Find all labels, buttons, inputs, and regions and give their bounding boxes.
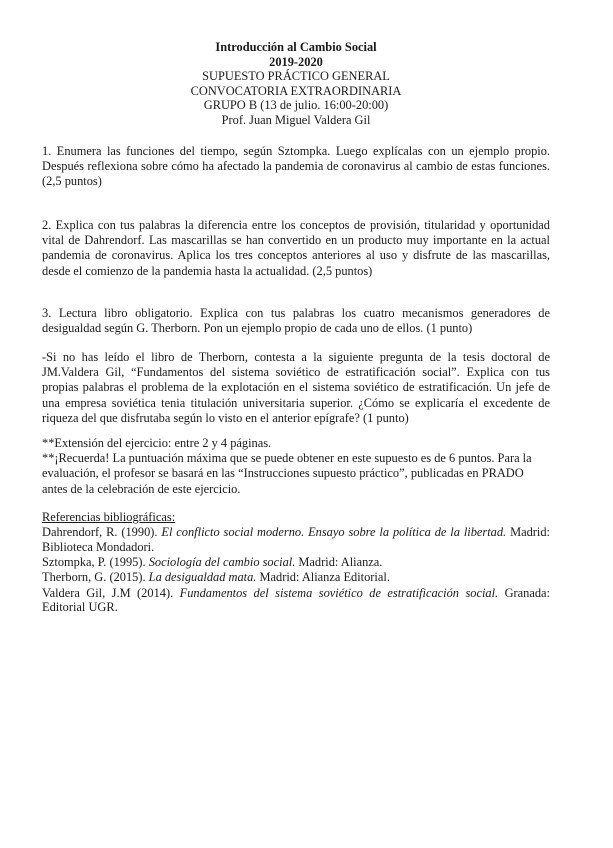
reference-item: Dahrendorf, R. (1990). El conflicto social moderno. Ensayo sobre la política de la libertad. Madrid: Biblioteca Mondadori.	[42, 525, 550, 554]
question-2: 2. Explica con tus palabras la diferencia entre los conceptos de provisión, titularidad y oportunidad vital de Dahrendorf. Las mascarillas se han convertido en un producto muy importante en la actual pandemia de coronavirus. Aplica los tres conceptos anteriores al uso y disfrute de las mascarillas, desde el comienzo de la pandemia hasta la actualidad. (2,5 puntos)	[42, 218, 550, 278]
exam-type: SUPUESTO PRÁCTICO GENERAL	[202, 69, 390, 84]
question-3-alternative: -Si no has leído el libro de Therborn, contesta a la siguiente pregunta de la tesis doctoral de JM.Valdera Gil, “Fundamentos del sistema soviético de estratificación social”. Explica con tus propias palabras el problema de la explotación en el sistema soviético de estratificación. Un jefe de una empresa soviética tenia titulación universitaria superior. ¿Cómo se explicaría el excedente de riqueza del que disfrutaba según lo visto en el anterior epígrafe? (1 punto)	[42, 350, 550, 425]
document-page	[42, 40, 550, 615]
course-title: Introducción al Cambio Social	[215, 40, 377, 54]
reference-item: Therborn, G. (2015). La desigualdad mata. Madrid: Alianza Editorial.	[42, 570, 390, 585]
note-reminder: **¡Recuerda! La puntuación máxima que se puede obtener en este supuesto es de 6 puntos. Para la evaluación, el profesor se basará en las “Instrucciones supuesto práctico”, publicadas en PRADO antes de la celebración de este ejercicio.	[42, 451, 532, 496]
references-title: Referencias bibliográficas:	[42, 510, 176, 524]
exam-call: CONVOCATORIA EXTRAORDINARIA	[190, 83, 402, 98]
exam-group-date: GRUPO B (13 de julio. 16:00-20:00)	[203, 98, 389, 113]
references-section	[42, 510, 550, 615]
academic-year: 2019-2020	[269, 54, 323, 69]
note-extension: **Extensión del ejercicio: entre 2 y 4 páginas.	[42, 436, 272, 450]
question-1: 1. Enumera las funciones del tiempo, según Sztompka. Luego explícalas con un ejemplo propio. Después reflexiona sobre cómo ha afectado la pandemia de coronavirus al cambio de estas funciones. (2,5 puntos)	[42, 144, 550, 189]
question-3: 3. Lectura libro obligatorio. Explica con tus palabras los cuatro mecanismos generadores de desigualdad según G. Therborn. Pon un ejemplo propio de cada uno de ellos. (1 punto)	[42, 306, 550, 336]
document-header	[42, 40, 550, 128]
reference-item: Sztompka, P. (1995). Sociología del cambio social. Madrid: Alianza.	[42, 555, 383, 570]
professor-name: Prof. Juan Miguel Valdera Gil	[221, 112, 371, 127]
exam-notes	[42, 436, 550, 497]
reference-item: Valdera Gil, J.M (2014). Fundamentos del sistema soviético de estratificación social. Granada: Editorial UGR.	[42, 585, 550, 615]
